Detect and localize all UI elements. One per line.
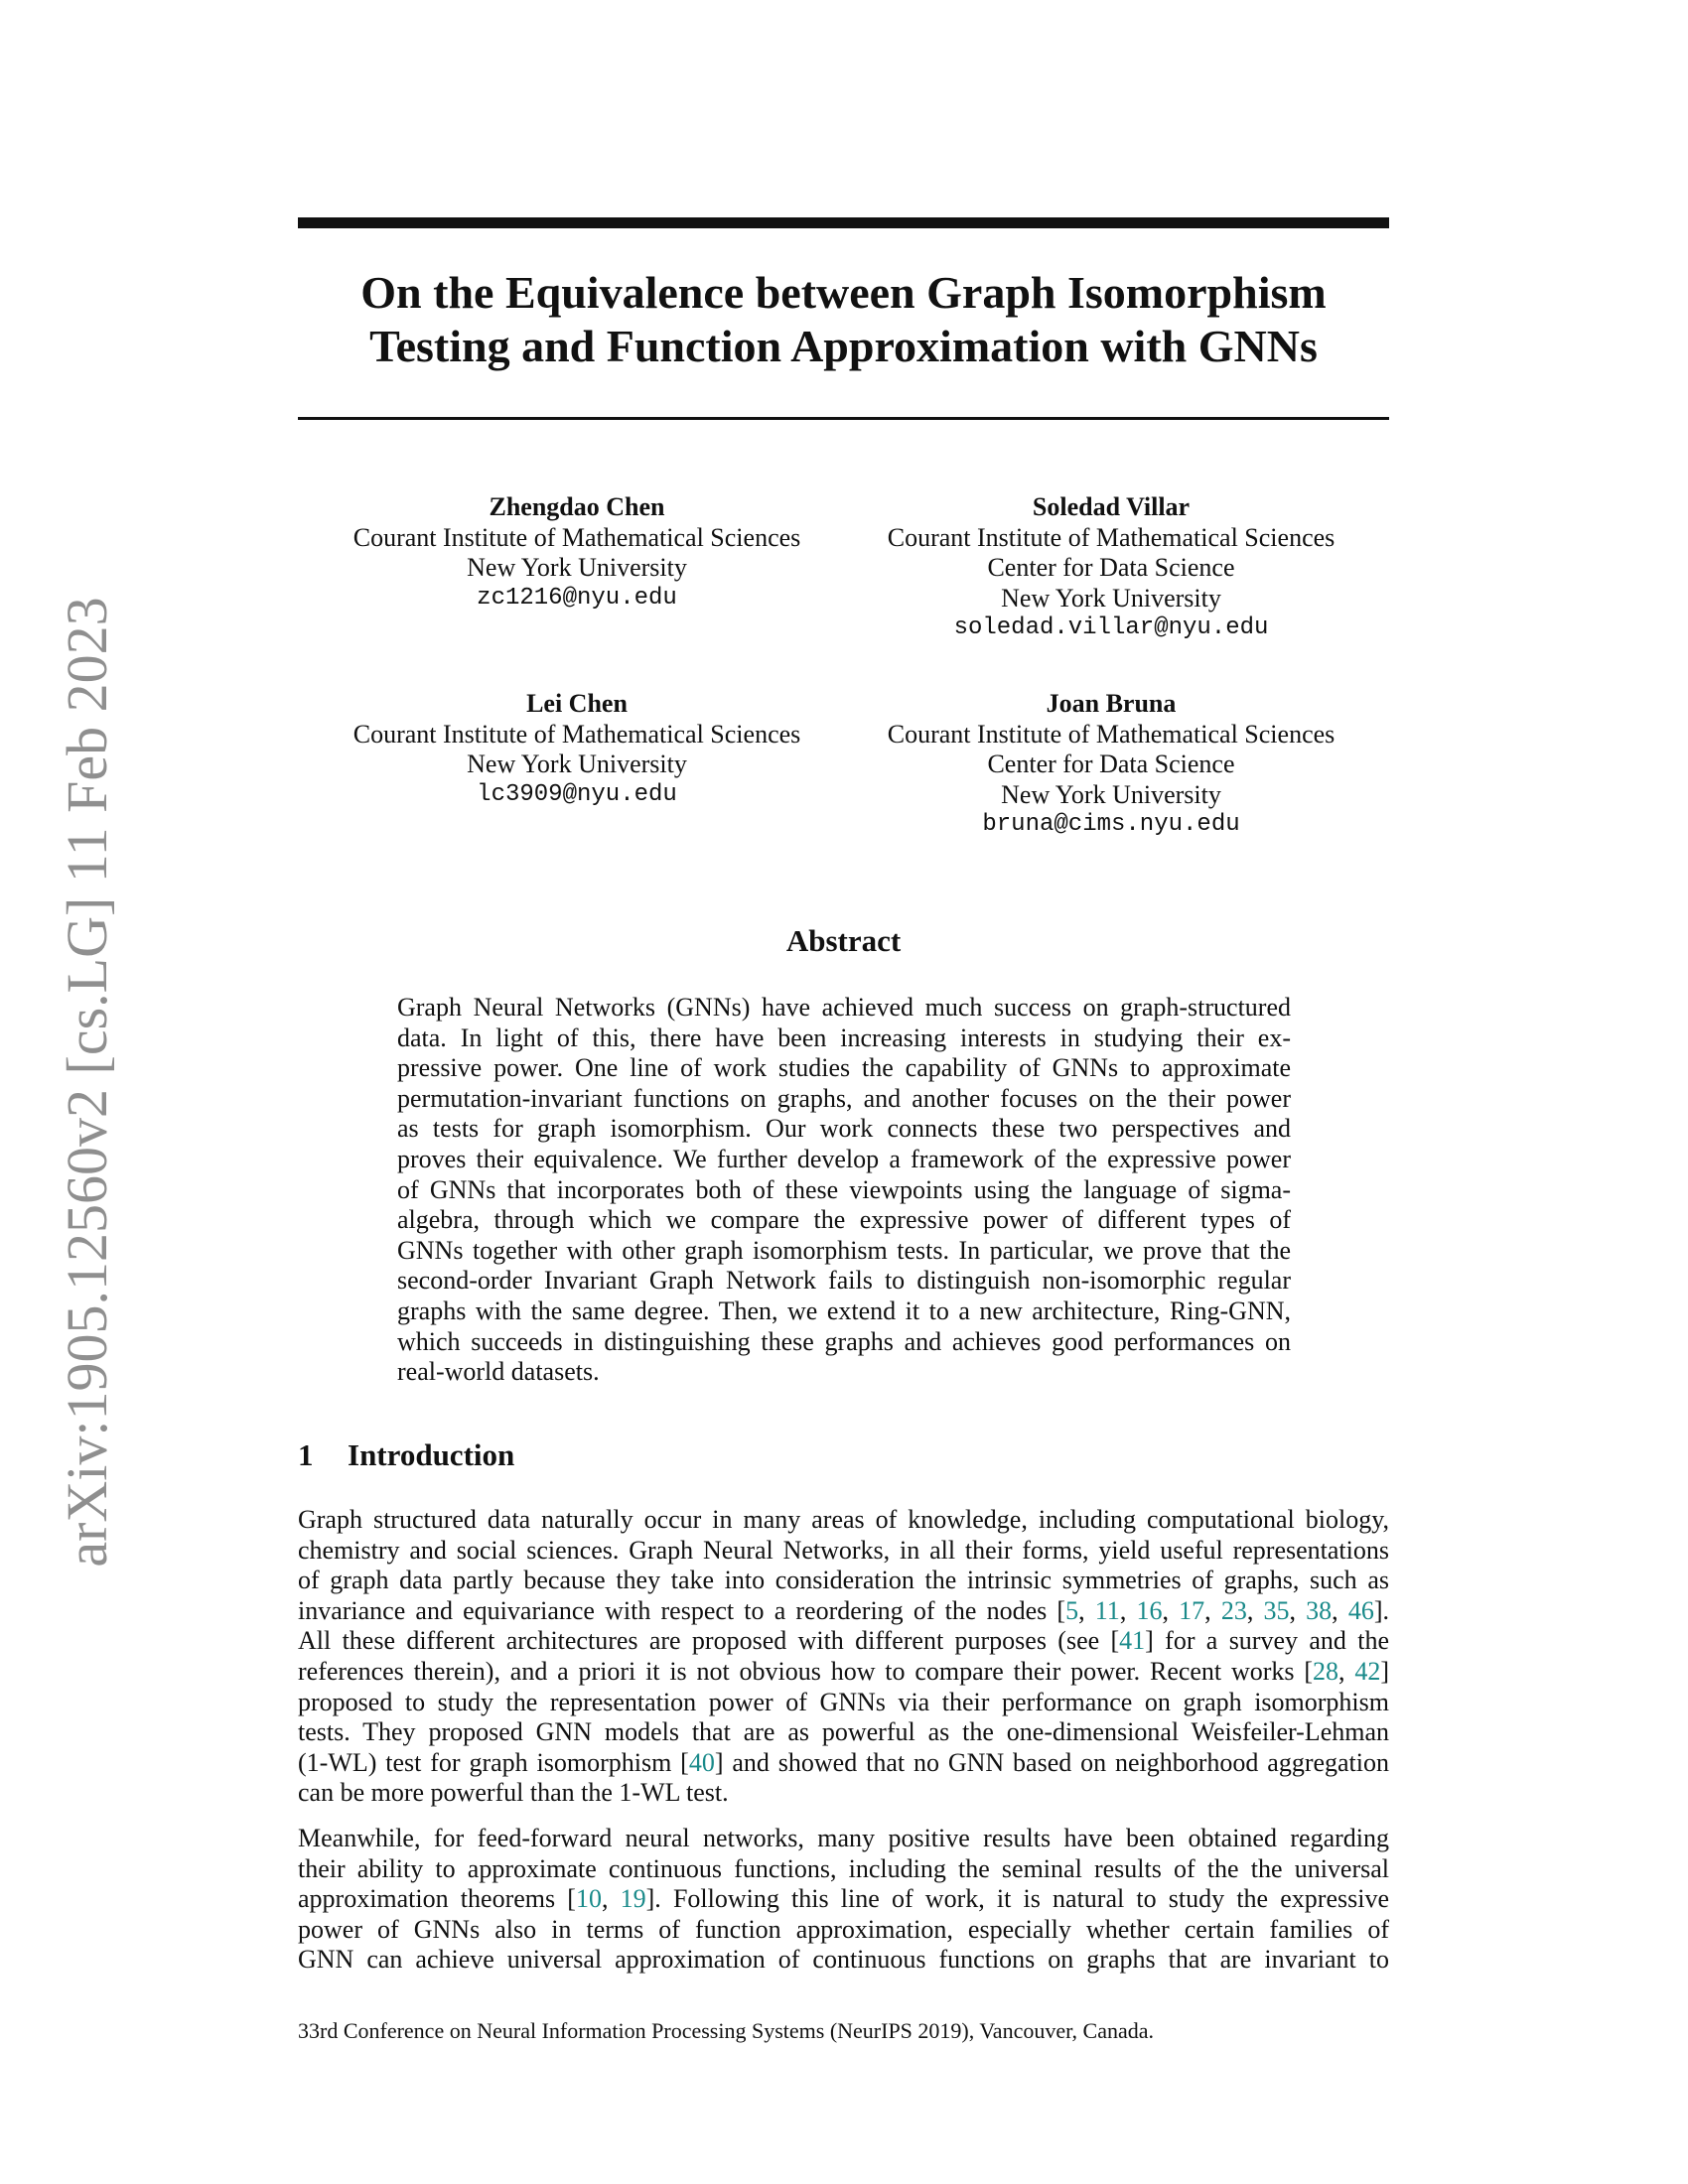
citation-link[interactable]: 23 (1220, 1595, 1247, 1625)
abstract-line: of GNNs that incorporates both of these viewpoints using the language of sigma- (397, 1174, 1291, 1204)
text-line (298, 1626, 1389, 1657)
abstract-line: second-order Invariant Graph Network fails to distinguish non-isomorphic regular (397, 1266, 1291, 1296)
paper-title (298, 266, 1389, 373)
author-name: Zhengdao Chen (489, 492, 665, 521)
text-fragment: ] and showed that no GNN based on neighborhood aggregation (714, 1747, 1390, 1777)
author-affiliation: New York University (1001, 779, 1221, 809)
abstract-heading: Abstract (785, 923, 902, 958)
title-line: On the Equivalence between Graph Isomorphism (360, 267, 1327, 318)
author-name: Joan Bruna (1046, 689, 1177, 718)
arxiv-stamp: arXiv:1905.12560v2 [cs.LG] 11 Feb 2023 (55, 597, 119, 1568)
section-title: Introduction (348, 1437, 515, 1472)
citation-link[interactable]: 11 (1094, 1595, 1120, 1625)
text-line: invariance and equivariance with respect to a reordering of the nodes [5, 11, 16, 17, 23, 35, 38, 46]. (298, 1595, 1390, 1625)
abstract-line: Graph Neural Networks (GNNs) have achieved much success on graph-structured (397, 993, 1291, 1022)
author-name: Lei Chen (526, 689, 628, 718)
text-line: GNN can achieve universal approximation of continuous functions on graphs that are invariant to (298, 1945, 1389, 1975)
text-fragment: ] (1380, 1656, 1390, 1686)
text-line (298, 1748, 1389, 1779)
author-email[interactable]: soledad.villar@nyu.edu (953, 614, 1269, 641)
text-fragment: invariance and equivariance with respect to a reordering of the nodes [ (298, 1595, 1066, 1625)
text-fragment: ] for a survey and the (1145, 1626, 1389, 1656)
text-line: can be more powerful than the 1-WL test. (298, 1778, 729, 1808)
conference-footnote: 33rd Conference on Neural Information Processing Systems (NeurIPS 2019), Vancouver, Canada. (298, 2018, 1155, 2043)
citation-link[interactable]: 16 (1136, 1595, 1163, 1625)
author-affiliation: Courant Institute of Mathematical Sciences (352, 522, 801, 552)
text-fragment: All these different architectures are proposed with different purposes (see [ (298, 1626, 1120, 1656)
text-fragment: references therein), and a priori it is not obvious how to compare their power. Recent works [ (298, 1656, 1314, 1686)
title-line: Testing and Function Approximation with GNNs (369, 321, 1318, 371)
citation-link[interactable]: 42 (1354, 1656, 1381, 1686)
text-fragment: ]. Following this line of work, it is natural to study the expressive (645, 1884, 1389, 1914)
abstract-line: permutation-invariant functions on graphs, and another focuses on the their power (397, 1083, 1291, 1113)
text-line: proposed to study the representation power of GNNs via their performance on graph isomorphism (298, 1687, 1389, 1716)
section-heading-introduction (298, 1437, 514, 1473)
author-email[interactable]: zc1216@nyu.edu (477, 584, 677, 612)
intro-paragraph-1 (298, 1505, 1389, 1809)
text-line: their ability to approximate continuous functions, including the seminal results of the the universal (298, 1853, 1389, 1883)
abstract-line: proves their equivalence. We further develop a framework of the expressive power (397, 1144, 1291, 1173)
author-block (299, 689, 855, 810)
abstract-line: graphs with the same degree. Then, we extend it to a new architecture, Ring-GNN, (397, 1296, 1291, 1325)
author-affiliation: New York University (467, 553, 687, 582)
author-block (833, 492, 1389, 644)
abstract-body (397, 993, 1291, 1388)
citation-link[interactable]: 5 (1065, 1595, 1079, 1625)
citation-link[interactable]: 38 (1306, 1595, 1333, 1625)
citation-link[interactable]: 41 (1119, 1626, 1146, 1656)
author-block (833, 689, 1389, 841)
intro-paragraph-2 (298, 1824, 1389, 1976)
section-number: 1 (298, 1437, 314, 1472)
text-line: power of GNNs also in terms of function approximation, especially whether certain families of (298, 1914, 1389, 1944)
text-line: Graph structured data naturally occur in many areas of knowledge, including computational biology, (298, 1505, 1389, 1534)
title-rule-top (298, 217, 1389, 228)
citation-link[interactable]: 10 (575, 1884, 602, 1914)
author-email[interactable]: lc3909@nyu.edu (477, 780, 677, 808)
author-name: Soledad Villar (1032, 492, 1191, 521)
abstract-line: pressive power. One line of work studies the capability of GNNs to approximate (397, 1053, 1291, 1083)
author-affiliation: Center for Data Science (987, 553, 1235, 582)
citation-link[interactable]: 17 (1179, 1595, 1205, 1625)
author-affiliation: Center for Data Science (987, 750, 1235, 778)
abstract-line: as tests for graph isomorphism. Our work connects these two perspectives and (397, 1114, 1291, 1144)
text-line: references therein), and a priori it is not obvious how to compare their power. Recent works [28, 42] (298, 1656, 1390, 1686)
citation-link[interactable]: 46 (1347, 1595, 1374, 1625)
citation-link[interactable]: 28 (1313, 1656, 1339, 1686)
text-fragment: ]. (1373, 1595, 1390, 1625)
text-line: approximation theorems [10, 19]. Following this line of work, it is natural to study the expressive (298, 1884, 1389, 1914)
abstract-line: real-world datasets. (397, 1357, 600, 1387)
text-line: of graph data partly because they take into consideration the intrinsic symmetries of graphs, such as (298, 1566, 1389, 1595)
author-affiliation: Courant Institute of Mathematical Sciences (352, 719, 801, 749)
author-affiliation: New York University (1001, 583, 1221, 613)
author-affiliation: Courant Institute of Mathematical Sciences (887, 719, 1336, 749)
author-affiliation: New York University (467, 750, 687, 778)
text-line: tests. They proposed GNN models that are as powerful as the one-dimensional Weisfeiler-Lehman (298, 1717, 1389, 1747)
abstract-line: GNNs together with other graph isomorphism tests. In particular, we prove that the (397, 1235, 1291, 1265)
text-line: Meanwhile, for feed-forward neural networks, many positive results have been obtained regarding (298, 1824, 1389, 1852)
citation-link[interactable]: 40 (688, 1747, 715, 1777)
author-affiliation: Courant Institute of Mathematical Sciences (887, 522, 1336, 552)
abstract-line: data. In light of this, there have been increasing interests in studying their ex- (397, 1023, 1291, 1052)
text-line: chemistry and social sciences. Graph Neural Networks, in all their forms, yield useful representations (298, 1535, 1389, 1565)
citation-link[interactable]: 35 (1263, 1595, 1290, 1625)
author-email[interactable]: bruna@cims.nyu.edu (982, 811, 1240, 838)
title-rule-bottom (298, 417, 1389, 420)
text-fragment: (1-WL) test for graph isomorphism [ (298, 1747, 689, 1777)
author-block (299, 492, 855, 614)
text-fragment: approximation theorems [ (298, 1884, 576, 1914)
citation-link[interactable]: 19 (620, 1884, 646, 1914)
abstract-line: algebra, through which we compare the expressive power of different types of (397, 1205, 1291, 1235)
abstract-line: which succeeds in distinguishing these graphs and achieves good performances on (397, 1326, 1291, 1356)
